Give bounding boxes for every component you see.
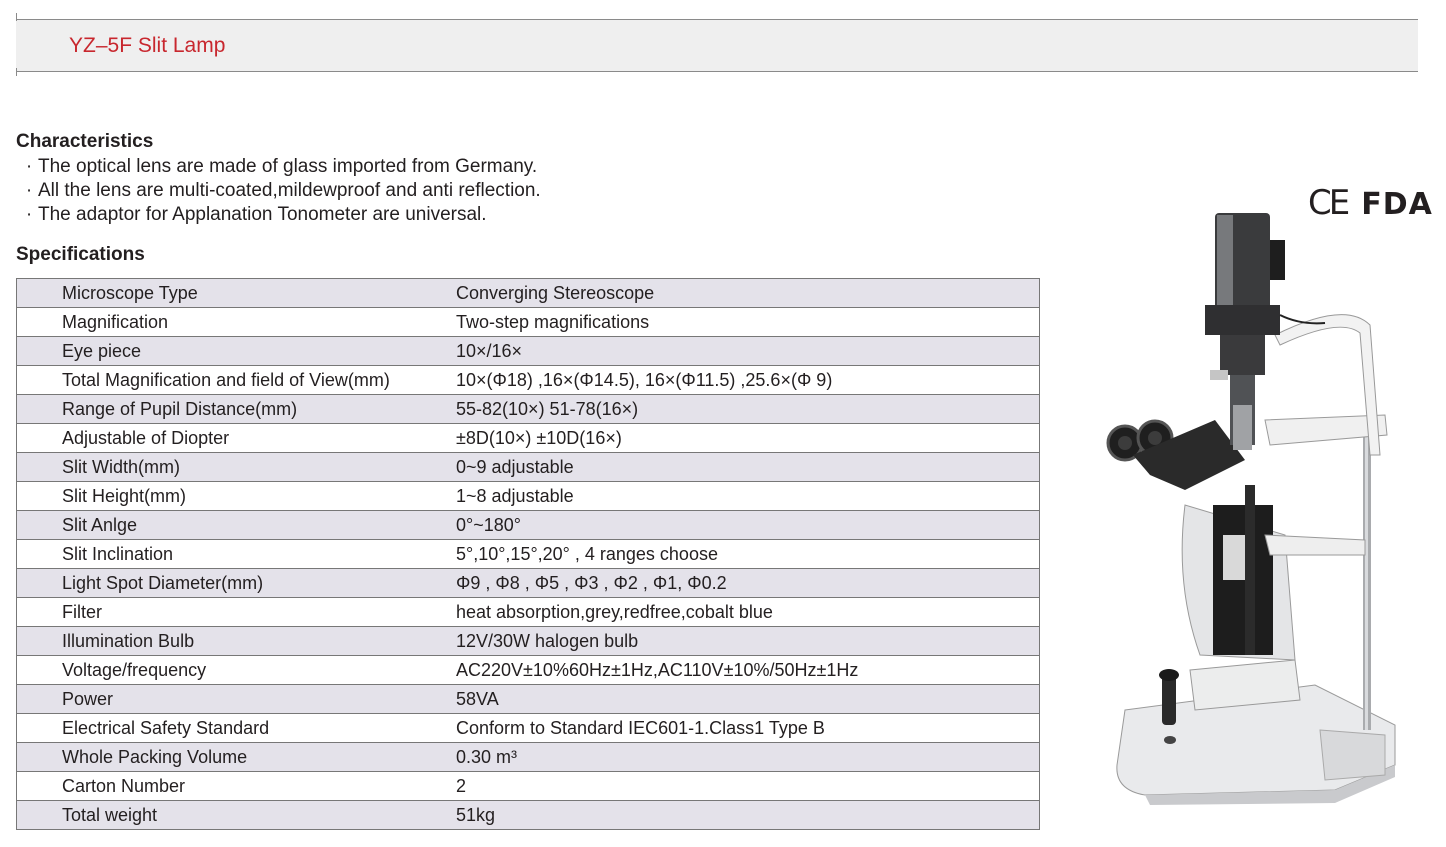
banner-tick-bottom [16,68,17,76]
spec-value: Conform to Standard IEC601-1.Class1 Type B [456,714,1040,743]
spec-value: AC220V±10%60Hz±1Hz,AC110V±10%/50Hz±1Hz [456,656,1040,685]
spec-label: Slit Height(mm) [17,482,457,511]
table-row [17,772,1040,801]
table-row [17,308,1040,337]
spec-value: 0°~180° [456,511,1040,540]
spec-label: Carton Number [17,772,457,801]
spec-label: Adjustable of Diopter [17,424,457,453]
characteristics-list [20,155,541,227]
product-title: YZ–5F Slit Lamp [69,34,226,57]
spec-label: Eye piece [17,337,457,366]
table-row [17,279,1040,308]
spec-value: 0.30 m³ [456,743,1040,772]
spec-value: 10×/16× [456,337,1040,366]
table-row [17,337,1040,366]
specifications-table [16,278,1040,830]
spec-label: Illumination Bulb [17,627,457,656]
table-row [17,424,1040,453]
specifications-heading: Specifications [16,244,145,265]
table-row [17,627,1040,656]
slit-lamp-photo [1095,205,1405,805]
spec-value: 51kg [456,801,1040,830]
table-row [17,598,1040,627]
spec-value: 2 [456,772,1040,801]
spec-label: Electrical Safety Standard [17,714,457,743]
title-banner [16,19,1418,72]
spec-value: 55-82(10×) 51-78(16×) [456,395,1040,424]
spec-value: Φ9 , Φ8 , Φ5 , Φ3 , Φ2 , Φ1, Φ0.2 [456,569,1040,598]
spec-value: Converging Stereoscope [456,279,1040,308]
table-row [17,540,1040,569]
list-item [20,179,541,203]
spec-label: Power [17,685,457,714]
table-row [17,569,1040,598]
spec-label: Slit Width(mm) [17,453,457,482]
spec-label: Filter [17,598,457,627]
bullet-icon: · [25,204,33,225]
spec-value: 10×(Φ18) ,16×(Φ14.5), 16×(Φ11.5) ,25.6×(Φ 9) [456,366,1040,395]
spec-value: 5°,10°,15°,20° , 4 ranges choose [456,540,1040,569]
spec-value: ±8D(10×) ±10D(16×) [456,424,1040,453]
characteristic-text: The adaptor for Applanation Tonometer are universal. [38,204,487,225]
banner-tick-top [16,13,17,21]
spec-label: Slit Inclination [17,540,457,569]
table-row [17,714,1040,743]
table-row [17,511,1040,540]
spec-label: Whole Packing Volume [17,743,457,772]
spec-label: Microscope Type [17,279,457,308]
spec-label: Light Spot Diameter(mm) [17,569,457,598]
bullet-icon: · [25,156,33,177]
list-item [20,203,541,227]
spec-label: Slit Anlge [17,511,457,540]
list-item [20,155,541,179]
spec-label: Range of Pupil Distance(mm) [17,395,457,424]
spec-value: 0~9 adjustable [456,453,1040,482]
table-row [17,743,1040,772]
table-row [17,395,1040,424]
fda-mark: FDA [1361,187,1433,222]
characteristic-text: All the lens are multi-coated,mildewproof and anti reflection. [38,180,541,201]
table-row [17,685,1040,714]
spec-value: heat absorption,grey,redfree,cobalt blue [456,598,1040,627]
table-row [17,453,1040,482]
table-row [17,366,1040,395]
spec-label: Total Magnification and field of View(mm) [17,366,457,395]
table-row [17,656,1040,685]
spec-value: 1~8 adjustable [456,482,1040,511]
table-row [17,482,1040,511]
characteristic-text: The optical lens are made of glass imported from Germany. [38,156,538,177]
spec-value: 12V/30W halogen bulb [456,627,1040,656]
table-row [17,801,1040,830]
bullet-icon: · [25,180,33,201]
spec-value: Two-step magnifications [456,308,1040,337]
spec-value: 58VA [456,685,1040,714]
spec-label: Magnification [17,308,457,337]
spec-label: Total weight [17,801,457,830]
spec-label: Voltage/frequency [17,656,457,685]
ce-mark-icon: CE [1308,183,1348,223]
characteristics-heading: Characteristics [16,131,154,152]
